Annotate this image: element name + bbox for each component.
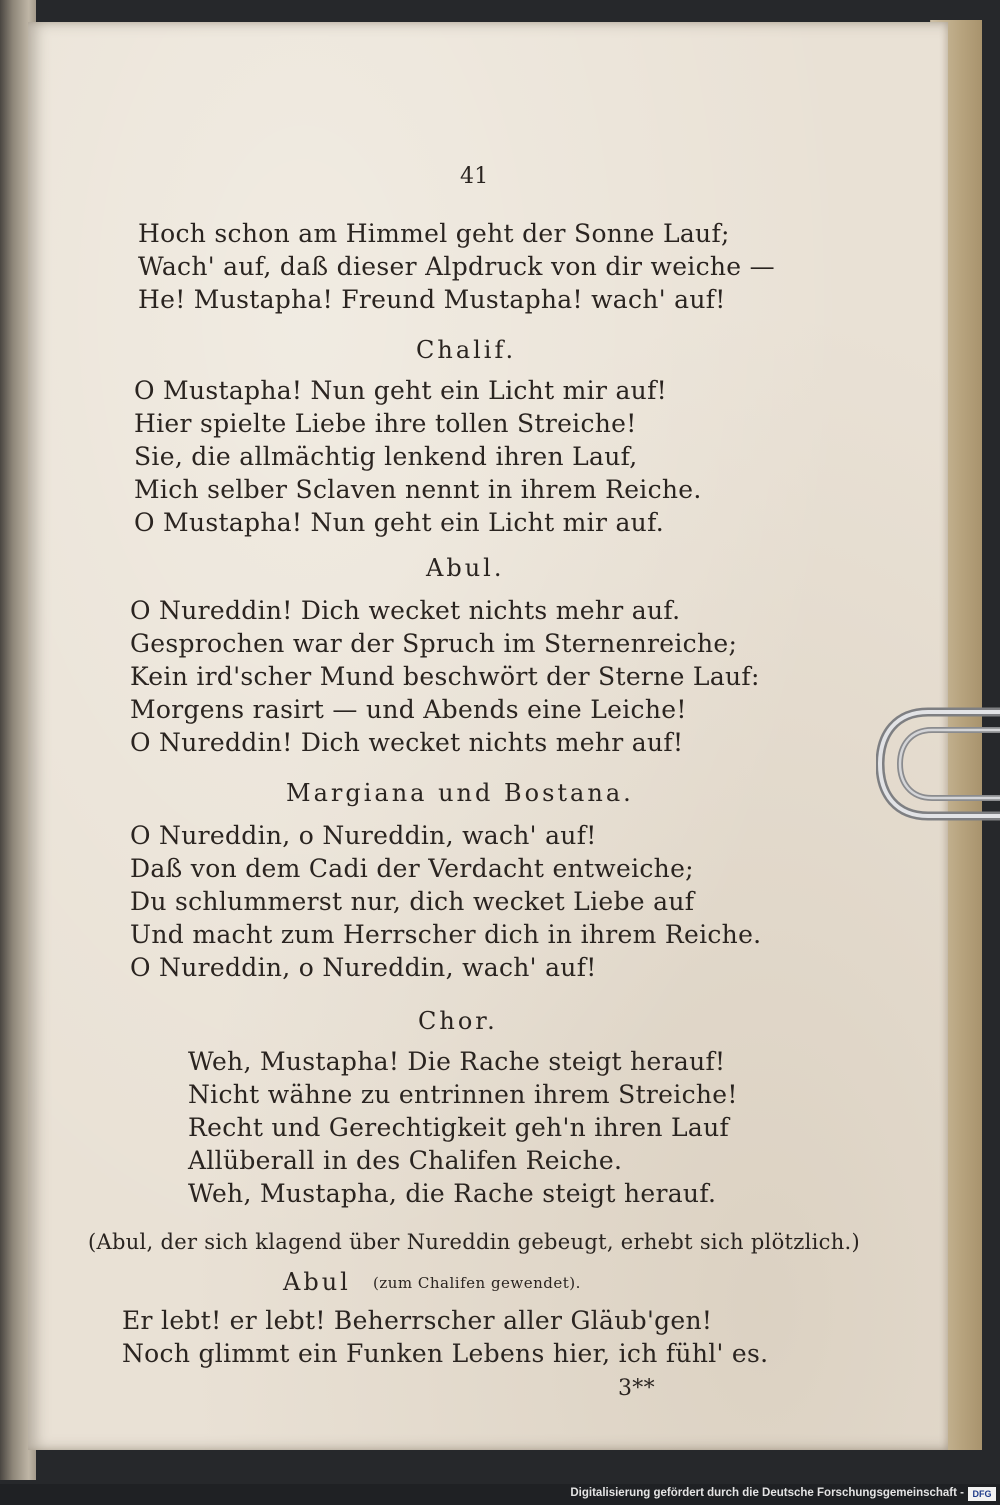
verse-line: Hier spielte Liebe ihre tollen Streiche!: [134, 409, 637, 438]
verse-line: Gesprochen war der Spruch im Sternenreiche;: [130, 629, 738, 658]
signature-mark: 3**: [618, 1376, 655, 1401]
verse-line: He! Mustapha! Freund Mustapha! wach' auf!: [138, 285, 726, 314]
book-page: [28, 22, 948, 1450]
verse-line: O Nureddin! Dich wecket nichts mehr auf.: [130, 596, 681, 625]
verse-line: Morgens rasirt — und Abends eine Leiche!: [130, 695, 687, 724]
verse-line: Kein ird'scher Mund beschwört der Sterne Lauf:: [130, 662, 760, 691]
verse-line: Recht und Gerechtigkeit geh'n ihren Lauf: [188, 1113, 730, 1142]
verse-line: O Nureddin! Dich wecket nichts mehr auf!: [130, 728, 684, 757]
speaker-heading: Chalif.: [416, 336, 517, 364]
stage-direction: (Abul, der sich klagend über Nureddin gebeugt, erhebt sich plötzlich.): [88, 1230, 861, 1254]
verse-line: O Nureddin, o Nureddin, wach' auf!: [130, 821, 597, 850]
speaker-heading: Chor.: [418, 1007, 498, 1035]
verse-line: O Nureddin, o Nureddin, wach' auf!: [130, 953, 597, 982]
verse-line: Nicht wähne zu entrinnen ihrem Streiche!: [188, 1080, 738, 1109]
verse-line: Daß von dem Cadi der Verdacht entweiche;: [130, 854, 694, 883]
paper-clip-icon: [876, 706, 1000, 822]
footer-bar: [0, 1484, 1000, 1505]
verse-line: Sie, die allmächtig lenkend ihren Lauf,: [134, 442, 638, 471]
verse-line: Du schlummerst nur, dich wecket Liebe auf: [130, 887, 695, 916]
speaker-heading: Abul.: [426, 554, 505, 582]
speaker-heading: Margiana und Bostana.: [286, 779, 634, 807]
verse-line: Und macht zum Herrscher dich in ihrem Reiche.: [130, 920, 762, 949]
verse-line: Hoch schon am Himmel geht der Sonne Lauf;: [138, 219, 730, 248]
verse-line: Weh, Mustapha! Die Rache steigt herauf!: [188, 1047, 726, 1076]
verse-line: O Mustapha! Nun geht ein Licht mir auf!: [134, 376, 667, 405]
dfg-logo: DFG: [968, 1487, 996, 1501]
verse-line: Noch glimmt ein Funken Lebens hier, ich fühl' es.: [122, 1339, 769, 1368]
verse-line: Mich selber Sclaven nennt in ihrem Reiche.: [134, 475, 702, 504]
funding-credit: Digitalisierung gefördert durch die Deutsche Forschungsgemeinschaft -: [570, 1487, 964, 1499]
speaker-heading: Abul: [283, 1268, 351, 1296]
verse-line: O Mustapha! Nun geht ein Licht mir auf.: [134, 508, 664, 537]
verse-line: Weh, Mustapha, die Rache steigt herauf.: [188, 1179, 717, 1208]
verse-line: Allüberall in des Chalifen Reiche.: [188, 1146, 623, 1175]
verse-line: Er lebt! er lebt! Beherrscher aller Gläub'gen!: [122, 1306, 713, 1335]
verse-line: Wach' auf, daß dieser Alpdruck von dir weiche —: [138, 252, 775, 281]
page-number: 41: [460, 164, 489, 189]
speaker-aside: (zum Chalifen gewendet).: [373, 1274, 581, 1292]
